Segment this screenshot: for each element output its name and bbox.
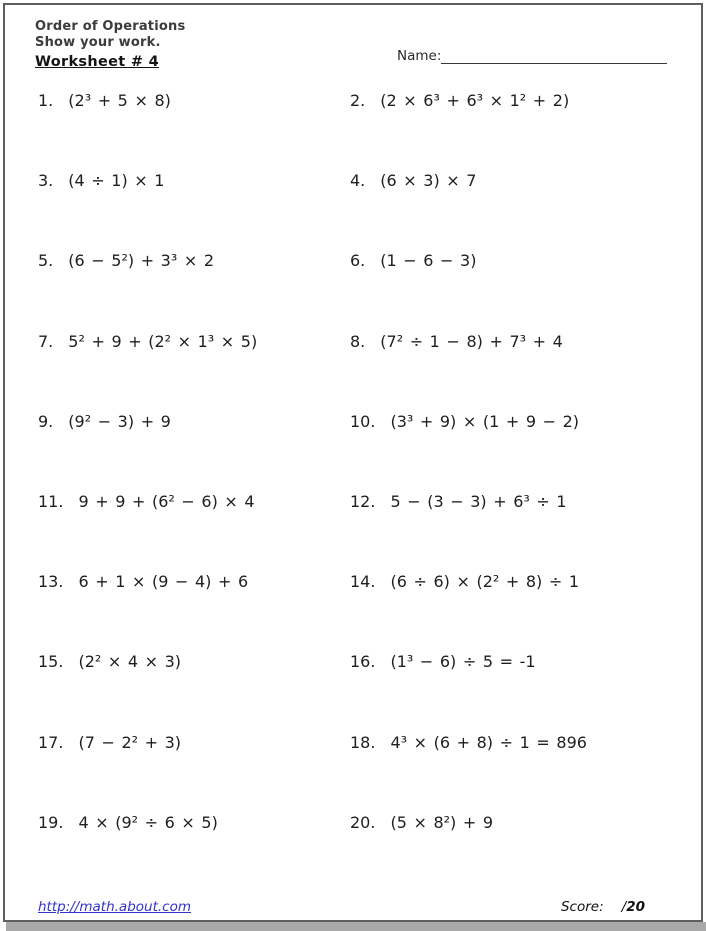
problem-item bbox=[38, 250, 350, 330]
page-bottom-edge bbox=[6, 922, 706, 931]
score-label: Score: bbox=[560, 899, 604, 915]
worksheet-number: Worksheet # 4 bbox=[35, 54, 160, 70]
problem-number: 2. bbox=[350, 91, 366, 110]
problem-expression: (7 − 2² + 3) bbox=[78, 732, 182, 752]
problem-expression: (9² − 3) + 9 bbox=[68, 411, 171, 431]
problem-expression: 4³ × (6 + 8) ÷ 1 = 896 bbox=[390, 732, 587, 752]
name-label: Name: bbox=[397, 48, 442, 64]
problem-item bbox=[38, 90, 350, 170]
problem-expression: 9 + 9 + (6² − 6) × 4 bbox=[78, 491, 255, 511]
problem-expression: (7² ÷ 1 − 8) + 7³ + 4 bbox=[380, 331, 563, 351]
problem-number: 12. bbox=[350, 491, 376, 511]
problem-expression: 4 × (9² ÷ 6 × 5) bbox=[78, 812, 218, 832]
problem-item bbox=[350, 571, 587, 651]
problem-item bbox=[350, 170, 587, 250]
name-field bbox=[397, 48, 667, 64]
problem-number: 7. bbox=[38, 331, 54, 351]
problem-item bbox=[350, 491, 587, 571]
score-field bbox=[561, 899, 645, 915]
problem-number: 4. bbox=[350, 171, 366, 191]
problem-expression: (3³ + 9) × (1 + 9 − 2) bbox=[390, 411, 580, 431]
problem-expression: (1³ − 6) ÷ 5 = -1 bbox=[390, 652, 536, 672]
problems-grid bbox=[38, 90, 587, 892]
problem-item bbox=[38, 571, 350, 651]
problem-item bbox=[350, 651, 587, 731]
problem-number: 19. bbox=[38, 812, 64, 832]
problem-item bbox=[350, 411, 587, 491]
score-total: 20 bbox=[626, 899, 645, 915]
problem-item bbox=[350, 90, 587, 170]
worksheet-subtitle: Show your work. bbox=[35, 35, 161, 50]
problem-number: 1. bbox=[38, 91, 54, 110]
problem-item bbox=[38, 170, 350, 250]
problem-item bbox=[350, 331, 587, 411]
problem-expression: (4 ÷ 1) × 1 bbox=[68, 171, 165, 191]
problem-expression: (6 − 5²) + 3³ × 2 bbox=[68, 251, 215, 271]
problem-number: 16. bbox=[350, 652, 376, 672]
problem-number: 18. bbox=[350, 732, 376, 752]
problem-number: 9. bbox=[38, 411, 54, 431]
problem-item bbox=[38, 331, 350, 411]
problem-item bbox=[38, 812, 350, 892]
problem-number: 11. bbox=[38, 491, 64, 511]
problem-expression: 5² + 9 + (2² × 1³ × 5) bbox=[68, 331, 258, 351]
problem-item bbox=[38, 491, 350, 571]
problem-number: 17. bbox=[38, 732, 64, 752]
problem-number: 13. bbox=[38, 572, 64, 592]
problem-expression: (1 − 6 − 3) bbox=[380, 251, 477, 271]
problem-expression: (2 × 6³ + 6³ × 1² + 2) bbox=[380, 91, 570, 110]
score-slash: / bbox=[621, 899, 627, 915]
problem-expression: (5 × 8²) + 9 bbox=[390, 812, 494, 832]
name-blank-line bbox=[441, 48, 667, 64]
problem-number: 10. bbox=[350, 411, 376, 431]
worksheet-footer bbox=[38, 899, 645, 915]
problem-item bbox=[38, 411, 350, 491]
problem-expression: (2² × 4 × 3) bbox=[78, 652, 182, 672]
source-link[interactable]: http://math.about.com bbox=[38, 899, 191, 915]
problem-number: 15. bbox=[38, 652, 64, 672]
problem-expression: (2³ + 5 × 8) bbox=[68, 91, 171, 110]
problem-item bbox=[38, 732, 350, 812]
problem-number: 20. bbox=[350, 812, 376, 832]
problem-number: 14. bbox=[350, 572, 376, 592]
worksheet-page bbox=[3, 3, 703, 922]
problem-item bbox=[350, 812, 587, 892]
problem-number: 6. bbox=[350, 251, 366, 271]
problem-expression: (6 ÷ 6) × (2² + 8) ÷ 1 bbox=[390, 572, 580, 592]
problem-expression: 6 + 1 × (9 − 4) + 6 bbox=[78, 572, 249, 592]
problem-item bbox=[350, 732, 587, 812]
problem-expression: (6 × 3) × 7 bbox=[380, 171, 477, 191]
worksheet-title: Order of Operations bbox=[35, 19, 186, 34]
problem-item bbox=[38, 651, 350, 731]
problem-number: 5. bbox=[38, 251, 54, 271]
problem-number: 8. bbox=[350, 331, 366, 351]
problem-number: 3. bbox=[38, 171, 54, 191]
worksheet-header bbox=[35, 19, 185, 71]
problem-item bbox=[350, 250, 587, 330]
problem-expression: 5 − (3 − 3) + 6³ ÷ 1 bbox=[390, 491, 567, 511]
